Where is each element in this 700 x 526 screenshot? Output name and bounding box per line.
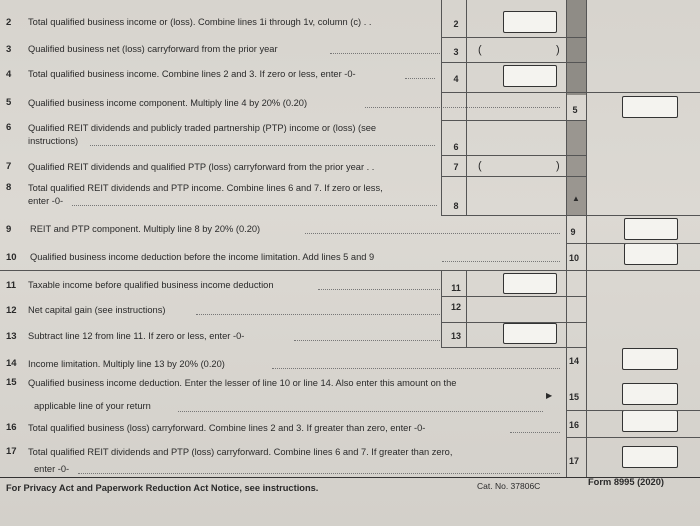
line-text: Total qualified business income. Combine lines 2 and 3. If zero or less, enter -0- [28, 69, 356, 79]
line-label: 2 [453, 19, 459, 29]
dot-leader [294, 340, 440, 341]
line-text-continued: enter -0- [34, 464, 70, 474]
line-label: 12 [450, 302, 461, 312]
dot-leader [365, 107, 560, 108]
line-label: 5 [572, 105, 578, 115]
line-label: 17 [568, 456, 579, 466]
line-label: 8 [453, 201, 459, 211]
column-rule [466, 270, 467, 348]
line-3-amount-input[interactable] [486, 44, 552, 58]
row-rule [441, 322, 586, 323]
line-text: Qualified business income deduction before the income limitation. Add lines 5 and 9 [30, 252, 375, 262]
arrow-right-icon: ▶ [546, 391, 553, 400]
line-number: 4 [6, 69, 12, 80]
line-number: 16 [6, 422, 17, 433]
column-rule [441, 270, 442, 348]
line-number: 12 [6, 305, 17, 316]
line-text: Total qualified business income or (loss). Combine lines 1i through 1v, column (c) . . [28, 17, 372, 27]
line-number: 8 [6, 182, 12, 193]
dot-leader [272, 368, 560, 369]
close-paren: ) [556, 44, 560, 56]
line-text: Net capital gain (see instructions) [28, 305, 166, 315]
line-text: Qualified REIT dividends and qualified PTP (loss) carryforward from the prior year . . [28, 162, 375, 172]
catalog-number: Cat. No. 37806C [477, 481, 541, 491]
line-14-amount-input[interactable] [622, 348, 678, 370]
line-label: 7 [453, 162, 459, 172]
line-text-continued: enter -0- [28, 196, 64, 206]
dot-leader [90, 145, 435, 146]
column-rule [466, 0, 467, 216]
shaded-column-upper [566, 0, 586, 95]
arrow-icon: ▲ [572, 194, 580, 203]
line-label: 10 [568, 253, 579, 263]
dot-leader [78, 473, 560, 474]
line-10-amount-input[interactable] [624, 243, 678, 265]
line-text: Income limitation. Multiply line 13 by 20% (0.20) [28, 359, 225, 369]
column-rule [586, 0, 587, 478]
line-number: 7 [6, 161, 12, 172]
column-rule [441, 0, 442, 216]
line-label: 15 [568, 392, 579, 402]
line-label: 16 [568, 420, 579, 430]
row-rule [441, 92, 700, 93]
line-text: Subtract line 12 from line 11. If zero or less, enter -0- [28, 331, 245, 341]
line-label: 14 [568, 356, 579, 366]
line-label: 6 [453, 142, 459, 152]
dot-leader [305, 233, 560, 234]
line-16-amount-input[interactable] [622, 410, 678, 432]
row-rule [441, 296, 586, 297]
row-rule [441, 347, 586, 348]
line-label: 11 [451, 283, 461, 293]
line-text-continued: instructions) [28, 136, 79, 146]
line-13-amount-input[interactable] [503, 323, 557, 344]
dot-leader [72, 205, 437, 206]
row-rule [566, 437, 700, 438]
dot-leader [442, 261, 560, 262]
dot-leader [330, 53, 440, 54]
line-label: 4 [453, 74, 459, 84]
column-rule [566, 0, 567, 478]
line-2-amount-input[interactable] [503, 11, 557, 33]
line-number: 15 [6, 377, 17, 388]
open-paren: ( [478, 160, 482, 172]
line-text: Total qualified REIT dividends and PTP (loss) carryforward. Combine lines 6 and 7. If greater than zero, [28, 447, 453, 457]
line-number: 14 [6, 358, 17, 369]
section-divider [0, 270, 700, 271]
row-rule [441, 37, 586, 38]
row-rule [566, 243, 700, 244]
privacy-notice: For Privacy Act and Paperwork Reduction Act Notice, see instructions. [6, 483, 319, 493]
row-rule [441, 120, 586, 121]
close-paren: ) [556, 160, 560, 172]
line-label: 9 [570, 227, 576, 237]
line-text: Qualified business net (loss) carryforward from the prior year [28, 44, 278, 54]
line-label: 3 [453, 47, 459, 57]
line-number: 6 [6, 122, 12, 133]
line-number: 10 [6, 252, 17, 263]
line-4-amount-input[interactable] [503, 65, 557, 87]
row-rule [441, 62, 586, 63]
line-number: 11 [6, 280, 17, 291]
line-9-amount-input[interactable] [624, 218, 678, 240]
dot-leader [178, 411, 543, 412]
line-text: Taxable income before qualified business income deduction [28, 280, 274, 290]
open-paren: ( [478, 44, 482, 56]
line-text: Qualified business income deduction. Enter the lesser of line 10 or line 14. Also enter this amount on the [28, 378, 457, 388]
line-number: 17 [6, 446, 17, 457]
line-text: Qualified business income component. Multiply line 4 by 20% (0.20) [28, 98, 308, 108]
form-identifier: Form 8995 (2020) [588, 477, 664, 487]
line-label: 13 [450, 331, 461, 341]
line-number: 13 [6, 331, 17, 342]
line-text: Total qualified business (loss) carryforward. Combine lines 2 and 3. If greater than zero, enter -0- [28, 423, 426, 433]
line-15-amount-input[interactable] [622, 383, 678, 405]
line-number: 2 [6, 17, 12, 28]
line-number: 5 [6, 97, 12, 108]
row-rule [441, 176, 586, 177]
row-rule [441, 215, 700, 216]
line-text: Qualified REIT dividends and publicly traded partnership (PTP) income or (loss) (see [28, 123, 377, 133]
line-text: Total qualified REIT dividends and PTP income. Combine lines 6 and 7. If zero or less, [28, 183, 383, 193]
line-number: 3 [6, 44, 12, 55]
dot-leader [318, 289, 440, 290]
row-rule [566, 410, 700, 411]
line-11-amount-input[interactable] [503, 273, 557, 294]
dot-leader [405, 78, 435, 79]
dot-leader [196, 314, 440, 315]
row-rule [441, 155, 586, 156]
line-17-amount-input[interactable] [622, 446, 678, 468]
line-text-continued: applicable line of your return [34, 401, 151, 411]
line-number: 9 [6, 224, 12, 235]
line-text: REIT and PTP component. Multiply line 8 by 20% (0.20) [30, 224, 261, 234]
line-5-amount-input[interactable] [622, 96, 678, 118]
dot-leader [510, 432, 560, 433]
